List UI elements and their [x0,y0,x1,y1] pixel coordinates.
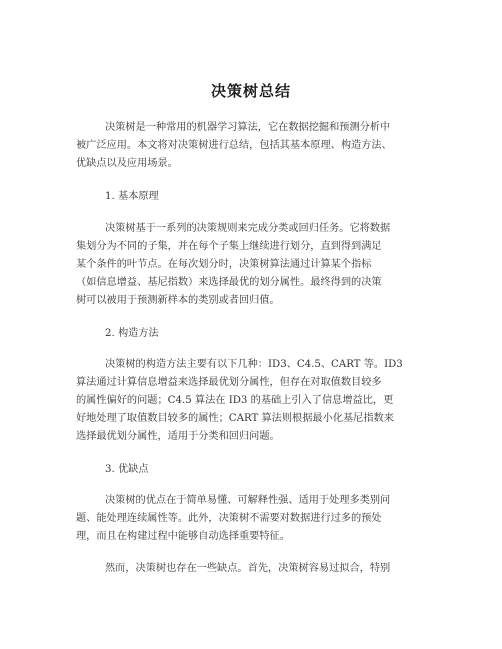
section-heading: 3. 优缺点 [105,464,149,475]
paragraph-line: 树可以被用于预测新样本的类别或者回归值。 [76,295,280,306]
paragraph-line: 决策树的优点在于简单易懂、可解释性强、适用于处理多类别问 [105,495,391,506]
paragraph-line: 选择最优划分属性，适用于分类和回归问题。 [76,431,280,442]
section-heading: 2. 构造方法 [105,328,159,339]
intro-line: 被广泛应用。本文将对决策树进行总结，包括其基本原理、构造方法、 [76,140,392,151]
paragraph-line: 算法通过计算信息增益来选择最优划分属性，但存在对取值数目较多 [76,377,382,388]
section-heading: 1. 基本原理 [105,191,159,202]
paragraph-line: 题、能处理连续属性等。此外，决策树不需要对数据进行过多的预处 [76,513,382,524]
paragraph-line: 决策树的构造方法主要有以下几种：ID3、C4.5、CART 等。ID3 [105,359,403,370]
intro-line: 决策树是一种常用的机器学习算法，它在数据挖掘和预测分析中 [105,122,391,133]
paragraph-line: 集划分为不同的子集，并在每个子集上继续进行划分，直到得到满足 [76,241,382,252]
paragraph-line: 然而，决策树也存在一些缺点。首先，决策树容易过拟合，特别 [105,563,391,574]
paragraph-line: 某个条件的叶节点。在每次划分时，决策树算法通过计算某个指标 [76,259,372,270]
paragraph-line: （如信息增益、基尼指数）来选择最优的划分属性。最终得到的决策 [76,277,382,288]
paragraph-line: 决策树基于一系列的决策规则来完成分类或回归任务。它将数据 [105,223,391,234]
paragraph-line: 好地处理了取值数目较多的属性；CART 算法则根据最小化基尼指数来 [76,413,394,424]
document-title: 决策树总结 [210,82,291,100]
intro-line: 优缺点以及应用场景。 [76,158,178,169]
paragraph-line: 的属性偏好的问题；C4.5 算法在 ID3 的基础上引入了信息增益比，更 [76,395,394,406]
paragraph-line: 理，而且在构建过程中能够自动选择重要特征。 [76,531,290,542]
